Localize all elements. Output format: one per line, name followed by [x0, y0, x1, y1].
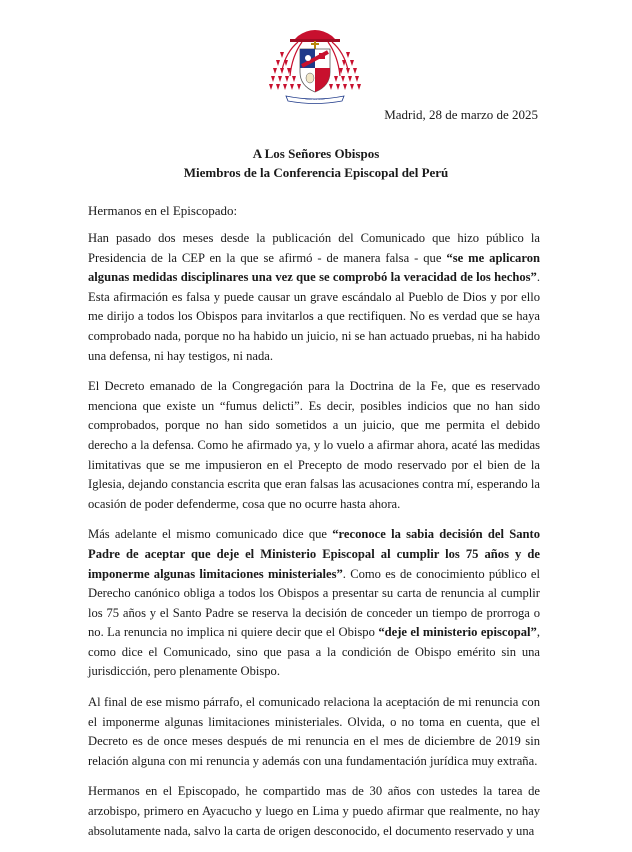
paragraph-5: Hermanos en el Episcopado, he compartido mas de 30 años con ustedes la tarea de arzobispo, primero en Ayacucho y luego en Lima y puedo afirmar que realmente, no hay absolutamente nada, salvo la carta de origen desconocido, el documento reservado y una — [88, 784, 540, 838]
salutation: Hermanos en el Episcopado: — [88, 203, 238, 218]
letter-body — [88, 229, 540, 852]
quote-disciplinary: “se me aplicaron algunas medidas disciplinares una vez que se comprobó la veracidad de los hechos” — [88, 250, 541, 285]
addressee-block — [0, 144, 632, 182]
coat-of-arms-icon — [268, 22, 362, 104]
paragraph-2: El Decreto emanado de la Congregación para la Doctrina de la Fe, que es reservado menciona que existe un “fumus delicti”. Es decir, posibles indicios que no han sido comprobados, porque no han sido sometidos a un juicio, que me permita el debido derecho a la defensa. Como he afirmado ya, y lo vuelo a afirmar ahora, acaté las medidas limitativas que se me impusieron en el Precepto de modo reservado por el bien de la Iglesia, dejando constancia escrita que eran falsas las acusaciones contra mí, esperando la ocasión de poder defenderme, cosa que no ocurre hasta ahora. — [88, 379, 540, 511]
quote-ministry: “deje el ministerio episcopal” — [378, 625, 537, 640]
letter-date: Madrid, 28 de marzo de 2025 — [384, 107, 538, 122]
paragraph-4: Al final de ese mismo párrafo, el comunicado relaciona la aceptación de mi renuncia con el imponerme algunas limitaciones ministeriales. Olvida, o no toma en cuenta, que el Decreto es de once meses después de mi renuncia en el mes de diciembre de 2019 sin relación alguna con mi renuncia y además con una fundamentación jurídica muy extraña. — [88, 695, 540, 768]
addressee-line-2: Miembros de la Conferencia Episcopal del Perú — [183, 165, 449, 180]
paragraph-1: Han pasado dos meses desde la publicación del Comunicado que hizo público la Presidencia de la CEP en la que se afirmó - de manera falsa - que “se me aplicaron algunas medidas disciplinares una vez que se comprobó la veracidad de los hechos”. Esta afirmación es falsa y puede causar un grave escándalo al Pueblo de Dios y por ello me dirijo a todos los Obispos para invitarlos a que rectifiquen. No es verdad que se haya comprobado nada, porque no ha habido un juicio, ni se han actuado pruebas, ni ha habido una defensa, ni hay testigos, ni nada. — [88, 231, 541, 363]
quote-resignation: “reconoce la sabia decisión del Santo Padre de aceptar que deje el Ministerio Episcopal al cumplir los 75 años y de imponerme algunas limitaciones ministeriales” — [88, 527, 540, 581]
paragraph-3: Más adelante el mismo comunicado dice que “reconoce la sabia decisión del Santo Padre de aceptar que deje el Ministerio Episcopal al cumplir los 75 años y de imponerme algunas limitaciones ministeriales”. Como es de conocimiento público el Derecho canónico obliga a todos los Obispos a presentar su carta de renuncia al cumplir los 75 años y el Santo Padre se reserva la decisión de conceder un tiempo de prorroga o no. La renuncia no implica ni quiere decir que el Obispo “deje el ministerio episcopal”, como dice el Comunicado, sino que pasa a la condición de Obispo emérito sin una jurisdicción, pero plenamente Obispo. — [88, 527, 540, 679]
coat-motto: ~~~ ~~ ~~~ — [305, 97, 325, 102]
addressee-line-1: A Los Señores Obispos — [252, 146, 380, 161]
